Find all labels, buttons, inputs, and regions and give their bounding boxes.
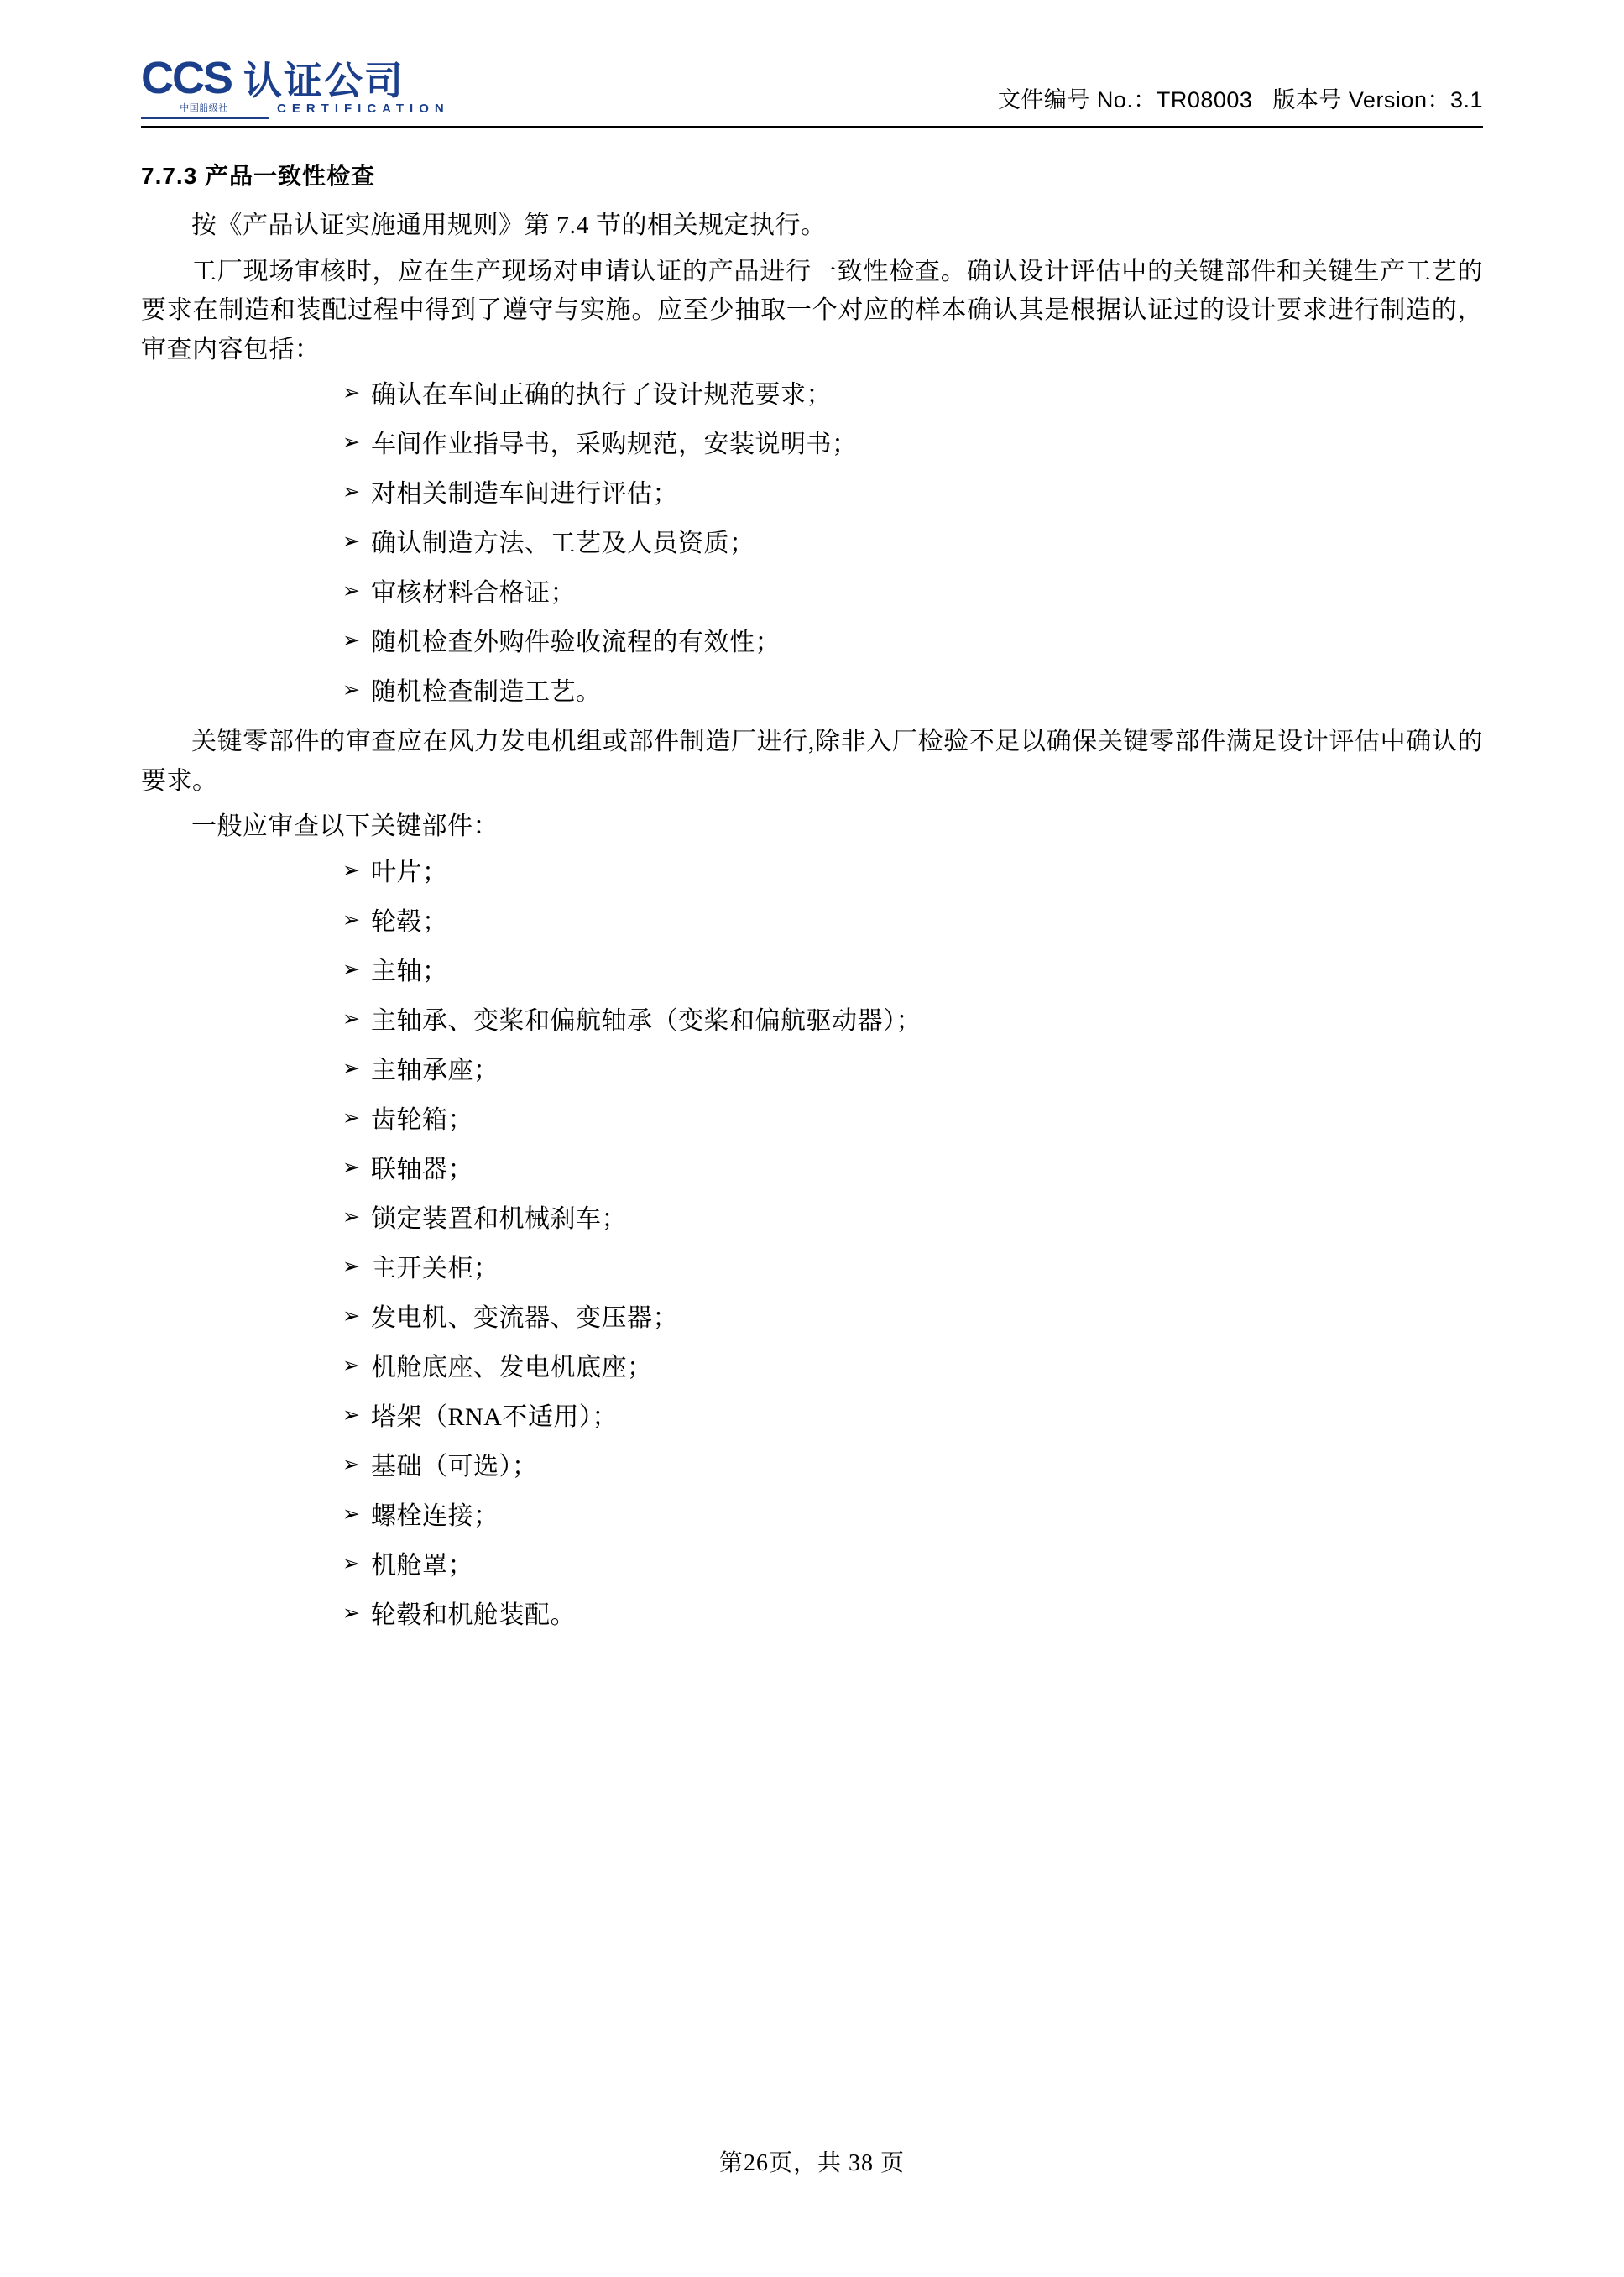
list-item-label: 确认在车间正确的执行了设计规范要求； xyxy=(371,381,832,409)
list-item-label: 螺栓连接； xyxy=(371,1501,499,1530)
list-item xyxy=(141,903,1483,941)
bullet-arrow-icon: ➢ xyxy=(342,628,361,652)
list-item-label: 发电机、变流器、变压器； xyxy=(371,1303,678,1332)
list-item xyxy=(141,953,1483,990)
bullet-arrow-icon: ➢ xyxy=(342,479,361,504)
page-footer: 第26页，共 38 页 xyxy=(718,2150,905,2176)
list-item xyxy=(141,673,1483,711)
bullet-arrow-icon: ➢ xyxy=(342,906,361,932)
bullet-arrow-icon: ➢ xyxy=(342,1105,361,1130)
list-item-label: 联轴器； xyxy=(371,1155,473,1183)
list-item xyxy=(141,1151,1483,1188)
list-item xyxy=(141,854,1483,891)
bullet-arrow-icon: ➢ xyxy=(342,956,361,981)
logo-primary-row xyxy=(141,52,405,103)
list-item xyxy=(141,1200,1483,1238)
logo-underline xyxy=(141,117,269,119)
bullet-arrow-icon: ➢ xyxy=(342,1303,361,1328)
list-item-label: 机舱底座、发电机底座； xyxy=(371,1353,653,1381)
bullet-arrow-icon: ➢ xyxy=(342,857,361,882)
list-item xyxy=(141,1398,1483,1436)
list-item xyxy=(141,525,1483,562)
bullet-arrow-icon: ➢ xyxy=(342,1402,361,1427)
logo-sub-en-text: CERTIFICATION xyxy=(277,102,450,116)
list-item xyxy=(141,574,1483,612)
list-item xyxy=(141,1101,1483,1139)
document-body xyxy=(141,128,1483,1634)
bullet-arrow-icon: ➢ xyxy=(342,578,361,603)
header-document-meta: 文件编号 No.：TR08003 版本号 Version：3.1 xyxy=(997,87,1483,112)
bullet-arrow-icon: ➢ xyxy=(342,1352,361,1377)
bullet-arrow-icon: ➢ xyxy=(342,1253,361,1278)
bullet-arrow-icon: ➢ xyxy=(342,529,361,553)
bullet-arrow-icon: ➢ xyxy=(342,1154,361,1179)
list-item xyxy=(141,1547,1483,1585)
list-item-label: 对相关制造车间进行评估； xyxy=(371,480,678,508)
bullet-arrow-icon: ➢ xyxy=(342,1451,361,1476)
list-item xyxy=(141,376,1483,414)
logo-ccs-text: CCS xyxy=(141,52,232,103)
list-item-label: 随机检查制造工艺。 xyxy=(371,678,602,706)
logo-cn-text: 认证公司 xyxy=(243,59,405,102)
page-header xyxy=(141,0,1483,126)
list-item-label: 叶片； xyxy=(371,858,448,886)
paragraph-consistency-check: 工厂现场审核时，应在生产现场对申请认证的产品进行一致性检查。确认设计评估中的关键部件和关键生产工艺的要求在制造和装配过程中得到了遵守与实施。应至少抽取一个对应的样本确认其是根据认证过的设计要求进行制造的，审查内容包括： xyxy=(141,257,1483,363)
bullet-arrow-icon: ➢ xyxy=(342,1550,361,1575)
list-item-label: 塔架（RNA不适用）； xyxy=(371,1402,618,1431)
list-item-label: 基础（可选）； xyxy=(371,1452,538,1481)
bullet-arrow-icon: ➢ xyxy=(342,1501,361,1526)
list-item xyxy=(141,1299,1483,1337)
list-item-label: 车间作业指导书，采购规范，安装说明书； xyxy=(371,431,858,458)
list-item-label: 齿轮箱； xyxy=(371,1105,473,1134)
logo-sub-cn-text: 中国船级社 xyxy=(180,103,228,113)
list-item xyxy=(141,624,1483,661)
bullet-arrow-icon: ➢ xyxy=(342,430,361,454)
list-item xyxy=(141,1002,1483,1040)
bullet-arrow-icon: ➢ xyxy=(342,1055,361,1080)
list-item-label: 确认制造方法、工艺及人员资质； xyxy=(371,530,755,557)
list-item-label: 轮毂； xyxy=(371,907,448,936)
list-item-label: 主轴承座； xyxy=(371,1056,499,1084)
list-item xyxy=(141,1250,1483,1287)
list-item-label: 主轴； xyxy=(371,957,448,985)
list-item-label: 轮毂和机舱装配。 xyxy=(371,1601,576,1629)
bullet-arrow-icon: ➢ xyxy=(342,380,361,405)
list-item xyxy=(141,475,1483,513)
bullet-arrow-icon: ➢ xyxy=(342,1204,361,1229)
list-item xyxy=(141,1448,1483,1486)
list-item-label: 锁定装置和机械刹车； xyxy=(371,1204,627,1233)
list-item xyxy=(141,1052,1483,1089)
list-item-label: 随机检查外购件验收流程的有效性； xyxy=(371,629,781,656)
list-item xyxy=(141,1596,1483,1634)
bullet-arrow-icon: ➢ xyxy=(342,1600,361,1625)
bullet-arrow-icon: ➢ xyxy=(342,1005,361,1031)
list-item-label: 主开关柜； xyxy=(371,1254,499,1282)
paragraph-intro: 按《产品认证实施通用规则》第 7.4 节的相关规定执行。 xyxy=(191,212,827,239)
list-item xyxy=(141,426,1483,463)
list-item-label: 审核材料合格证； xyxy=(371,579,576,607)
paragraph-key-components: 关键零部件的审查应在风力发电机组或部件制造厂进行,除非入厂检验不足以确保关键零部件满足设计评估中确认的要求。 xyxy=(141,728,1483,795)
list-item-label: 机舱罩； xyxy=(371,1551,473,1580)
list-item xyxy=(141,1497,1483,1535)
list-item xyxy=(141,1349,1483,1387)
logo-secondary-row xyxy=(141,102,450,115)
ccs-logo xyxy=(141,52,450,126)
section-heading: 7.7.3 产品一致性检查 xyxy=(141,163,376,189)
list-item-label: 主轴承、变桨和偏航轴承（变桨和偏航驱动器）； xyxy=(371,1006,922,1035)
paragraph-review-lead: 一般应审查以下关键部件： xyxy=(191,812,499,840)
bullet-arrow-icon: ➢ xyxy=(342,677,361,702)
